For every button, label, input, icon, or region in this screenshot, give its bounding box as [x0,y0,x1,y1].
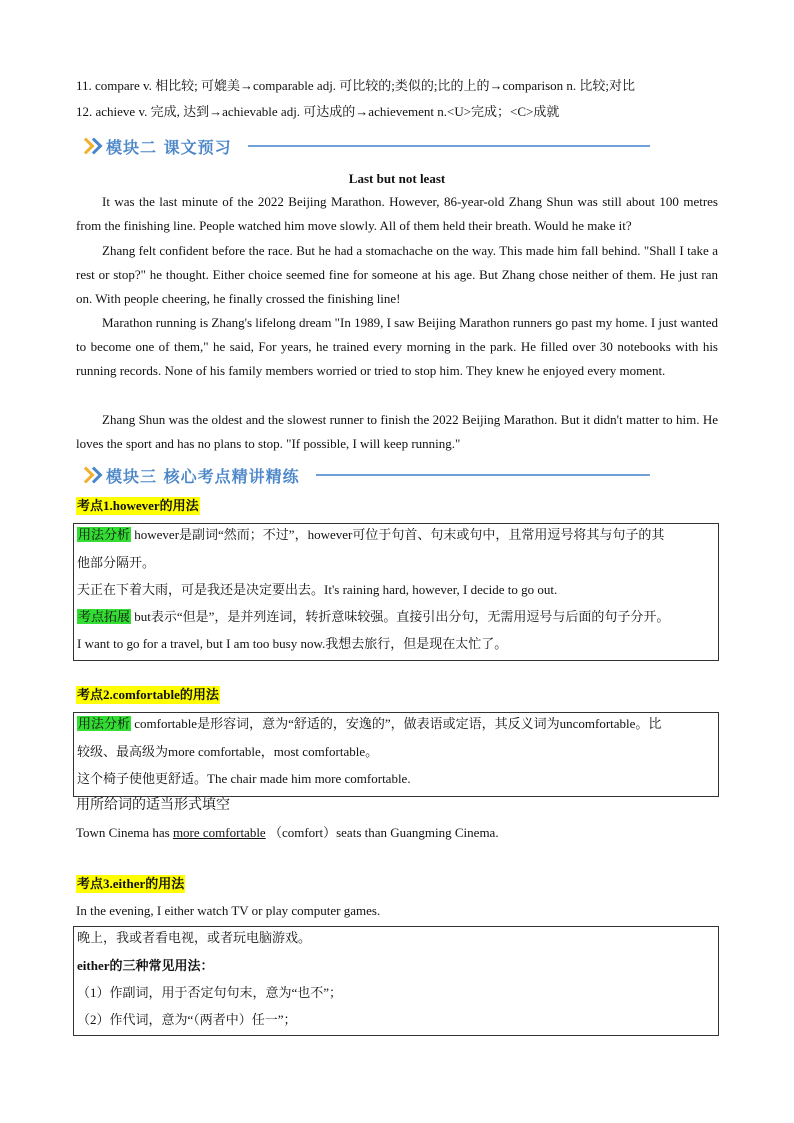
usage-tag: 用法分析 [78,527,131,542]
kp1-usage-line: 用法分析 however是副词“然而；不过”，however可位于句首、句末或句中，且常用逗号将其与句子的其 [78,527,665,542]
exercise-answer: more comfortable [172,825,266,840]
kp1-box [73,523,719,661]
double-chevron-icon [80,137,102,155]
kp1-example-2: I want to go for a travel, but I am too busy now.我想去旅行，但是现在太忙了。 [77,636,508,651]
usage-tag: 用法分析 [78,716,131,731]
kp2-title: 考点2.comfortable的用法 [77,687,219,702]
vocab-line-12: 12. achieve v. 完成, 达到→achievable adj. 可达成的→achievement n.<U>完成；<C>成就 [76,104,560,119]
passage-paragraph-3: Marathon running is Zhang's lifelong dream "In 1989, I saw Beijing Marathon runners go past my home. I just wanted to become one of them," he said, For years, he trained every morning in the park. He filled over 30 notebooks with his running records. None of his family members worried or tried to stop him. They knew he enjoyed every moment. [76,315,719,378]
heading-rule [316,474,650,476]
kp3-usage-2: （2）作代词，意为“（两者中）任一”； [77,1012,297,1027]
kp1-example: 天正在下着大雨，可是我还是决定要出去。It's raining hard, however, I decide to go out. [77,582,558,597]
module3-heading [80,462,650,488]
module3-title: 模块三 核心考点精讲精练 [106,466,300,486]
kp1-extension-line: 考点拓展 but表示“但是”，是并列连词，转折意味较强。直接引出分句，无需用逗号与后面的句子分开。 [78,609,670,624]
kp2-exercise: Town Cinema has more comfortable （comfort）seats than Guangming Cinema. [76,825,499,840]
module2-heading [80,133,650,159]
kp2-box [73,712,719,797]
double-chevron-icon [80,466,102,484]
kp2-usage-line-2: 较级、最高级为more comfortable，most comfortable。 [77,744,379,759]
heading-rule [248,145,650,147]
kp2-example: 这个椅子使他更舒适。The chair made him more comfortable. [77,771,411,786]
kp2-usage-line: 用法分析 comfortable是形容词，意为“舒适的，安逸的”，做表语或定语，其反义词为uncomfortable。比 [78,716,662,731]
passage-title: Last but not least [348,171,446,186]
kp3-example: In the evening, I either watch TV or play computer games. [76,903,381,918]
extension-tag: 考点拓展 [78,609,131,624]
passage-paragraph-1: It was the last minute of the 2022 Beijing Marathon. However, 86-year-old Zhang Shun was still about 100 metres from the finishing line. People watched him move slowly. All of them held their breath. Would he make it? [76,194,718,233]
kp1-usage-line-2: 他部分隔开。 [77,555,156,570]
kp3-usage-1: （1）作副词，用于否定句句末，意为“也不”； [77,985,343,1000]
kp3-translation: 晚上，我或者看电视，或者玩电脑游戏。 [77,930,312,945]
kp3-usages-heading: either的三种常见用法： [77,958,214,973]
vocab-line-11: 11. compare v. 相比较; 可媲美→comparable adj. 可比较的;类似的;比的上的→comparison n. 比较;对比 [76,78,636,93]
passage-paragraph-2: Zhang felt confident before the race. But he had a stomachache on the way. This made him fall behind. "Shall I take a rest or stop?" he thought. Either choice seemed fine for someone at his age. But Zhang chose neither of them. He just ran on. With people cheering, he finally crossed the finishing line! [76,243,718,306]
kp1-title: 考点1.however的用法 [77,498,199,513]
kp2-exercise-title: 用所给词的适当形式填空 [76,798,230,813]
module2-title: 模块二 课文预习 [106,137,232,157]
passage-paragraph-4: Zhang Shun was the oldest and the slowest runner to finish the 2022 Beijing Marathon. But it didn't matter to him. He loves the sport and has no plans to stop. "If possible, I will keep running." [76,412,718,451]
kp3-box [73,926,719,1036]
kp3-title: 考点3.either的用法 [77,876,185,891]
